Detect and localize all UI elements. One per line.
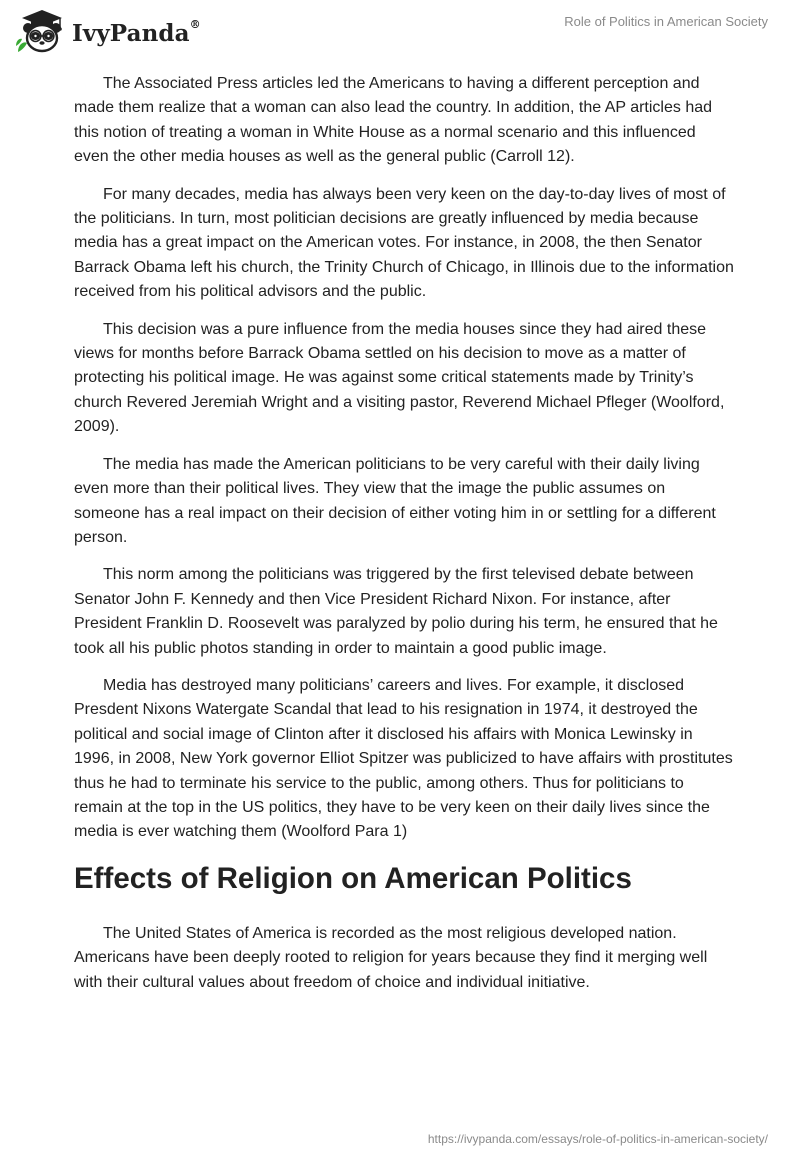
paragraph: For many decades, media has always been very keen on the day-to-day lives of most of the politicians. In turn, most politician decisions are greatly influenced by media because media has a great impact on the American votes. For instance, in 2008, the then Senator Barrack Obama left his church, the Trinity Church of Chicago, in Illinois due to the information received from his political advisors and the public. xyxy=(74,185,734,301)
paragraph: This decision was a pure influence from the media houses since they had aired these views for months before Barrack Obama settled on his decision to move as a matter of protecting his political image. He was against some critical statements made by Trinity’s church Revered Jeremiah Wright and a visiting pastor, Reverend Michael Pfleger (Woolford, 2009). xyxy=(74,320,725,436)
registered-mark: ® xyxy=(189,17,201,31)
page-header xyxy=(0,0,800,60)
panda-graduate-icon xyxy=(14,8,70,54)
source-url[interactable]: https://ivypanda.com/essays/role-of-politics-in-american-society/ xyxy=(427,1132,768,1146)
section-heading: Effects of Religion on American Politics xyxy=(74,861,632,895)
ivypanda-logo[interactable] xyxy=(14,8,201,54)
document-title: Role of Politics in American Society xyxy=(564,14,768,29)
essay-content xyxy=(74,72,734,1008)
paragraph: The United States of America is recorded as the most religious developed nation. Americans have been deeply rooted to religion for years because they find it merging well with their cultural values about freedom of choice and individual initiative. xyxy=(74,924,708,991)
logo-wordmark xyxy=(72,17,201,47)
paragraph: The media has made the American politicians to be very careful with their daily living even more than their political lives. They view that the image the public assumes on someone has a real impact on their decision of either voting him in or settling for a different person. xyxy=(74,455,716,546)
paragraph: Media has destroyed many politicians’ careers and lives. For example, it disclosed Presdent Nixons Watergate Scandal that lead to his resignation in 1974, it destroyed the political and social image of Clinton after it disclosed his affairs with Monica Lewinsky in 1996, in 2008, New York governor Elliot Spitzer was publicized to have affairs with prostitutes thus he had to terminate his service to the public, among others. Thus for politicians to remain at the top in the US politics, they have to be very keen on their daily lives since the media is ever watching them (Woolford Para 1) xyxy=(74,676,733,841)
paragraph: The Associated Press articles led the Americans to having a different perception and made them realize that a woman can also lead the country. In addition, the AP articles had this notion of treating a woman in White House as a normal scenario and this influenced even the other media houses as well as the general public (Carroll 12). xyxy=(74,75,713,166)
paragraph: This norm among the politicians was triggered by the first televised debate between Senator John F. Kennedy and then Vice President Richard Nixon. For instance, after President Franklin D. Roosevelt was paralyzed by polio during his term, he ensured that he took all his public photos standing in order to maintain a good public image. xyxy=(74,566,718,657)
logo-name: IvyPanda xyxy=(72,19,190,47)
